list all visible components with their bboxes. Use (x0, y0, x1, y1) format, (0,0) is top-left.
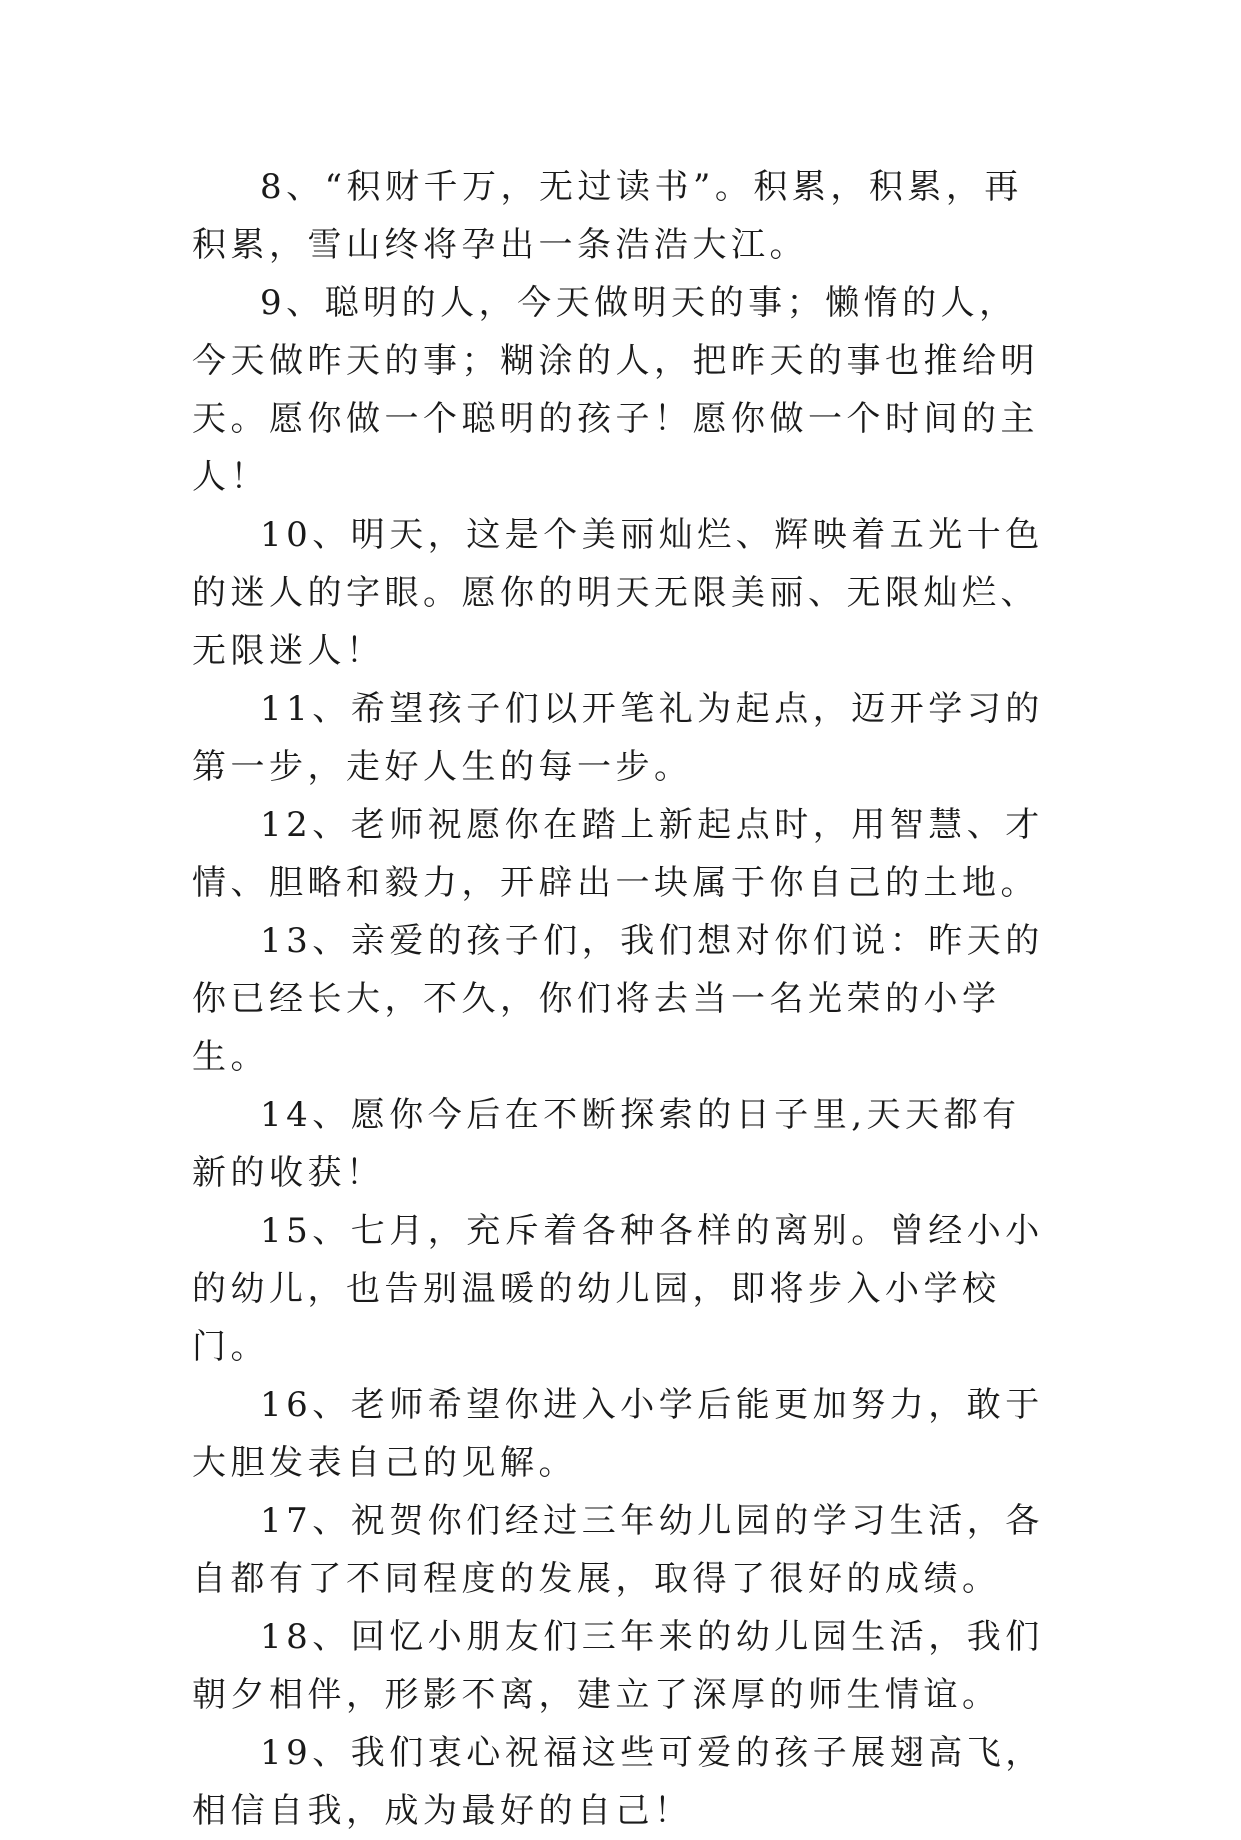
paragraph-18: 18、回忆小朋友们三年来的幼儿园生活，我们朝夕相伴，形影不离，建立了深厚的师生情谊。 (192, 1617, 1044, 1715)
paragraph-12: 12、老师祝愿你在踏上新起点时，用智慧、才情、胆略和毅力，开辟出一块属于你自己的土地。 (192, 805, 1044, 903)
paragraph-19: 19、我们衷心祝福这些可爱的孩子展翅高飞，相信自我，成为最好的自己！ (192, 1733, 1044, 1831)
paragraph-15: 15、七月，充斥着各种各样的离别。曾经小小的幼儿，也告别温暖的幼儿园，即将步入小学校门。 (192, 1211, 1044, 1367)
paragraph-14: 14、愿你今后在不断探索的日子里,天天都有新的收获！ (192, 1095, 1021, 1193)
paragraph-9: 9、聪明的人，今天做明天的事；懒惰的人，今天做昨天的事；糊涂的人，把昨天的事也推给明天。愿你做一个聪明的孩子！愿你做一个时间的主人！ (192, 283, 1039, 497)
paragraph-8: 8、“积财千万，无过读书”。积累，积累，再积累，雪山终将孕出一条浩浩大江。 (192, 167, 1023, 265)
paragraph-16: 16、老师希望你进入小学后能更加努力，敢于大胆发表自己的见解。 (192, 1385, 1044, 1483)
paragraph-10: 10、明天，这是个美丽灿烂、辉映着五光十色的迷人的字眼。愿你的明天无限美丽、无限灿烂、无限迷人！ (192, 515, 1044, 671)
paragraph-17: 17、祝贺你们经过三年幼儿园的学习生活，各自都有了不同程度的发展，取得了很好的成绩。 (192, 1501, 1044, 1599)
document-body (192, 158, 1049, 1840)
paragraph-13: 13、亲爱的孩子们，我们想对你们说：昨天的你已经长大，不久，你们将去当一名光荣的小学生。 (192, 921, 1044, 1077)
paragraph-11: 11、希望孩子们以开笔礼为起点，迈开学习的第一步，走好人生的每一步。 (192, 689, 1044, 787)
